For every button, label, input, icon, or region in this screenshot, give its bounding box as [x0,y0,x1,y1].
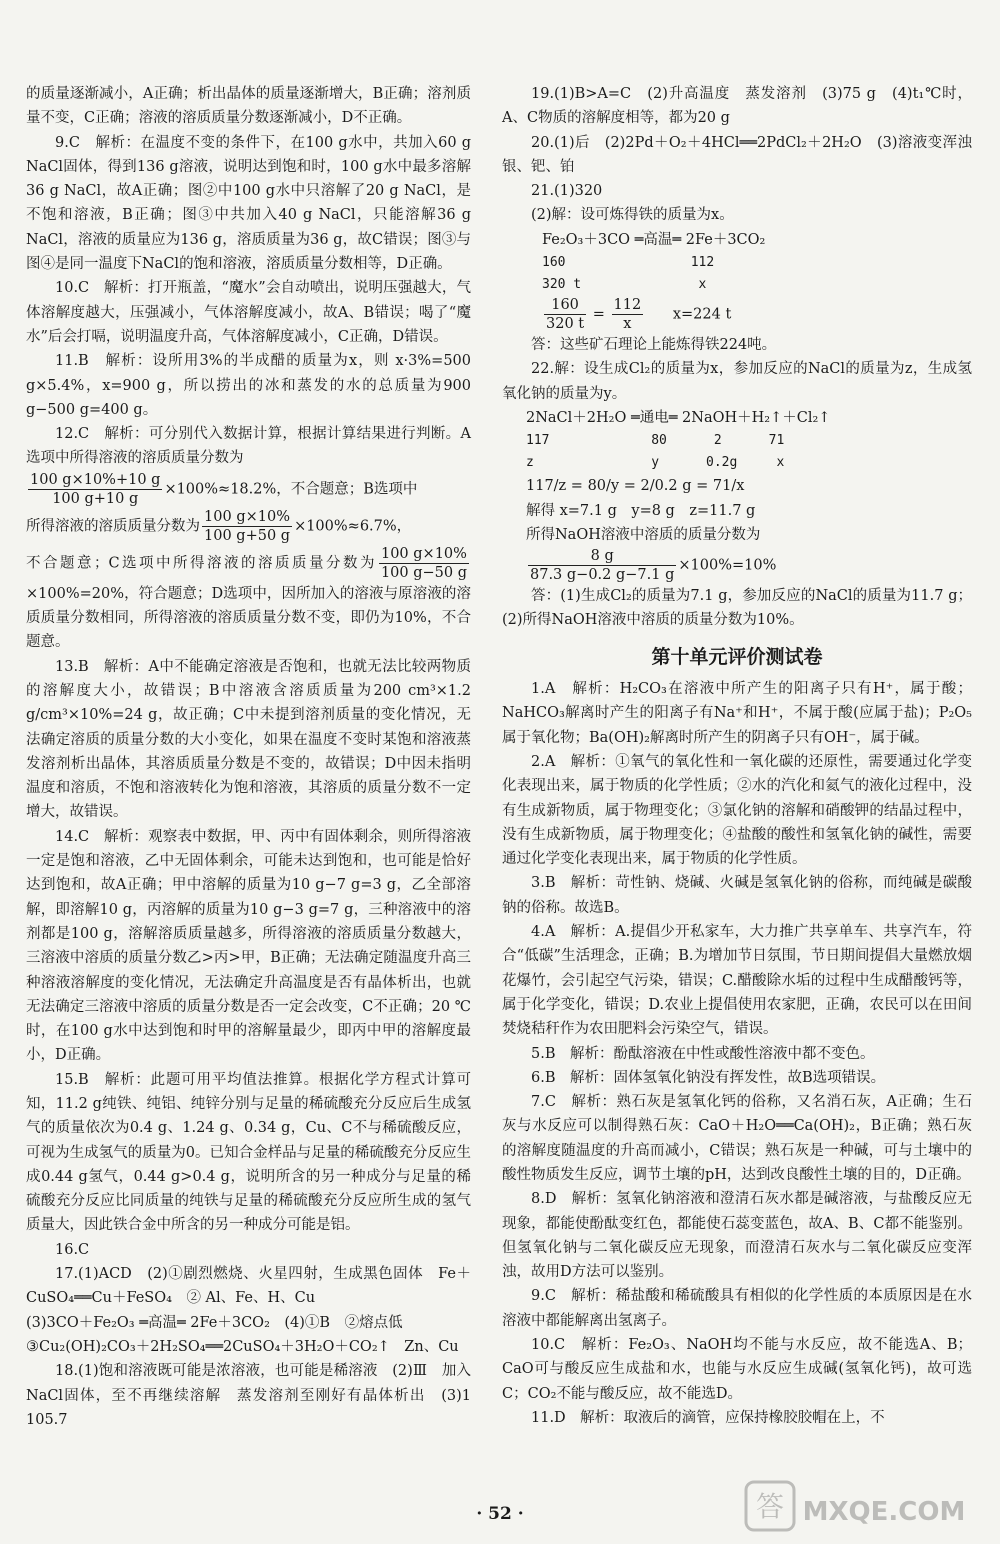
unit10-answer-3: 3.B 解析：苛性钠、烧碱、火碱是氢氧化钠的俗称，而纯碱是碳酸钠的俗称。故选B。 [502,875,972,916]
answer-12-calc: $\frac{100 g\times 10\%+10 g}{100 g+10 g}$ ×100%≈18.2%，不合题意；B选项中 [30,471,418,507]
answer-22: 22.解：设生成Cl₂的质量为x，参加反应的NaCl的质量为z，生成氢氧化钠的质量为y。 [502,361,972,402]
unit10-answer-8: 8.D 解析：氢氧化钠溶液和澄清石灰水都是碱溶液，与盐酸反应无现象，都能使酚酞变红色，都能使石蕊变蓝色，故A、B、C都不能鉴别。但氢氧化钠与二氧化碳反应无现象，而澄清石灰水与二氧化碳反应变浑浊，故用D方法可以鉴别。 [502,1191,972,1281]
equation-21-row1: 160 112 [542,255,715,271]
answer-12: 12.C 解析：可分别代入数据计算，根据计算结果进行判断。A选项中所得溶液的溶质质量分数为 [26,426,471,467]
answer-11: 11.B 解析：设所用3%的半成醋的质量为x，则 x·3%=500 g×5.4%，x=900 g，所以捞出的冰和蒸发的水的总质量为900 g−500 g=400 g。 [26,353,471,418]
equation-22-row1: 117 80 2 71 [526,433,785,449]
unit10-answer-7: 7.C 解析：熟石灰是氢氧化钙的俗称，又名消石灰，A正确；生石灰与水反应可以制得熟石灰：CaO＋H₂O══Ca(OH)₂，B正确；熟石灰的溶解度随温度的升高而减小，C错误；熟石灰是一种碱，可与土壤中的酸性物质发生反应，调节土壤的pH，达到改良酸性土壤的目的，D正确。 [502,1094,972,1183]
svg-text:答: 答 [755,1490,785,1523]
unit10-answer-11: 11.D 解析：取液后的滴管，应保持橡胶胶帽在上，不 [531,1409,885,1426]
equation-22-mass: 所得NaOH溶液中溶质的质量分数为 [526,526,761,543]
answer-21-conclusion: 答：这些矿石理论上能炼得铁224吨。 [531,337,777,354]
answer-18: 18.(1)饱和溶液既可能是浓溶液，也可能是稀溶液 (2)Ⅲ 加入NaCl固体，至不再继续溶解 蒸发溶剂至刚好有晶体析出 (3)1 105.7 [26,1363,471,1428]
answer-22-conclusion: 答：(1)生成Cl₂的质量为7.1 g，参加反应的NaCl的质量为11.7 g；(2)所得NaOH溶液中溶质的质量分数为10%。 [502,588,972,629]
fraction-b: $\frac{100 g\times 10\%}{100 g+50 g}$ [204,508,291,544]
equation-22-solution: 解得 x=7.1 g y=8 g z=11.7 g [526,502,756,519]
left-column [26,82,471,1432]
answer-16: 16.C [55,1241,90,1258]
equation-21: Fe₂O₃＋3CO ═高温═ 2Fe＋3CO₂ [542,231,766,248]
fraction-a: $\frac{100 g\times 10\%+10 g}{100 g+10 g}$ [30,471,161,507]
equation-22-row2: z y 0.2g x [526,455,785,471]
answer-17-part3b: ③Cu₂(OH)₂CO₃＋2H₂SO₄══2CuSO₄＋3H₂O＋CO₂↑ Zn、Cu [26,1338,459,1355]
para-continuation: 的质量逐渐减小，A正确；析出晶体的质量逐渐增大，B正确；溶剂质量不变，C正确；溶液的溶质质量分数逐渐减小，D不正确。 [26,86,471,127]
unit10-answer-4: 4.A 解析：A.提倡少开私家车，大力推广共享单车、共享汽车，符合“低碳”生活理念，正确；B.为增加节日氛围，节日期间提倡大量燃放烟花爆竹，会引起空气污染，错误；C.醋酸除水垢的过程中生成醋酸钙等，属于化学变化，错误；D.农业上提倡使用农家肥，正确，农民可以在田间焚烧秸秆作为农田肥料会污染空气，错误。 [502,924,972,1038]
unit10-answer-9: 9.C 解析：稀盐酸和稀硫酸具有相似的化学性质的本质原因是在水溶液中都能解离出氢离子。 [502,1288,972,1329]
equation-22-fraction: $\frac{8 g}{87.3 g-0.2 g-7.1 g}$ ×100%=10% [530,548,777,584]
answer-10: 10.C 解析：打开瓶盖，“魔水”会自动喷出，说明压强越大，气体溶解度越大，压强减小，气体溶解度减小，故A、B错误；喝了“魔水”后会打嗝，说明温度升高，气体溶解度减小，C正确，D错误。 [26,280,471,345]
equation-21-row2: 320 t x [542,277,707,293]
unit10-answer-6: 6.B 解析：固体氢氧化钠没有挥发性，故B选项错误。 [531,1069,886,1086]
equation-22: 2NaCl＋2H₂O ═通电═ 2NaOH＋H₂↑＋Cl₂↑ [526,409,831,426]
answer-9: 9.C 解析：在温度不变的条件下，在100 g水中，共加入60 g NaCl固体，得到136 g溶液，说明达到饱和时，100 g水中最多溶解36 g NaCl，故A正确；图②中100 g水中只溶解了20 g NaCl，是不饱和溶液，B正确；图③中共加入40 g NaCl，只能溶解36 g NaCl，溶液的质量应为136 g，溶质质量为36 g，故C错误；图③与图④是同一温度下NaCl的饱和溶液，溶质质量分数相等，D正确。 [26,134,471,273]
answer-13: 13.B 解析：A中不能确定溶液是否饱和，也就无法比较两物质的溶解度大小，故错误；B中溶液含溶质质量为200 cm³×1.2 g/cm³×10%=24 g，故正确；C中未提到溶剂质量的变化情况，无法确定溶质的质量分数的大小变化，如果在温度不变时某饱和溶液蒸发溶剂析出晶体，其溶质质量分数是不变的，故错误；D中因未指明温度和溶质，不饱和溶液转化为饱和溶液，其溶质的质量分数不一定增大，故错误。 [26,658,471,821]
right-column [502,82,987,1430]
watermark-logo [744,1478,974,1536]
answer-15: 15.B 解析：此题可用平均值法推算。根据化学方程式计算可知，11.2 g纯铁、纯铝、纯锌分别与足量的稀硫酸充分反应后生成氢气的质量依次为0.4 g、1.24 g、0.34 g，Cu、C不与稀硫酸反应，可视为生成氢气的质量为0。已知合金样品与足量的稀硫酸充分反应生成0.44 g氢气，0.44 g>0.4 g，说明所含的另一种成分与足量的稀硫酸充分反应比同质量的纯铁与足量的稀硫酸充分反应所生成的氢气质量大，因此铁合金中所含的另一种成分可能是铝。 [26,1071,471,1234]
answer-20: 20.(1)后 (2)2Pd＋O₂＋4HCl══2PdCl₂＋2H₂O (3)溶液变浑浊 银、钯、铂 [502,134,987,175]
page-number: · 52 · [476,1504,524,1524]
answer-12-calc-c: 不合题意；C选项中所得溶液的溶质质量分数为 $\frac{100 g\times 10\%}{100 g-50 g}$ ×100%=20%，符合题意；D选项中，因所加入的溶液与原溶液的溶质质量分数相同，所得溶液的溶质质量分数不变，即仍为10%，不合题意。 [26,545,471,651]
svg-text:MXQE.COM: MXQE.COM [802,1497,966,1527]
equation-21-ratio: $\frac{160}{320 t}$ = $\frac{112}{x}$ x=224 t [546,297,732,333]
answer-19: 19.(1)B>A=C (2)升高温度 蒸发溶剂 (3)75 g (4)t₁℃时，A、C物质的溶解度相等，都为20 g [502,86,972,127]
unit10-answer-5: 5.B 解析：酚酞溶液在中性或酸性溶液中都不变色。 [531,1045,875,1062]
answer-21-2: (2)解：设可炼得铁的质量为x。 [531,207,734,224]
equation-22-ratio: 117/z = 80/y = 2/0.2 g = 71/x [526,478,745,495]
answer-14: 14.C 解析：观察表中数据，甲、丙中有固体剩余，则所得溶液一定是饱和溶液，乙中无固体剩余，可能未达到饱和，也可能是恰好达到饱和，故A正确；甲中溶解的质量为10 g−7 g=3 g，乙全部溶解，即溶解10 g，丙溶解的质量为10 g−3 g=7 g，三种溶液中的溶剂都是100 g，溶解溶质质量越多，所得溶液的溶质质量分数越大，三溶液中溶质的质量分数乙>丙>甲，B正确；无法确定随温度升高三种溶液溶解度的变化情况，无法确定升高温度是否有晶体析出，也就无法确定三溶液中溶质的质量分数是否一定会改变，C不正确；20 ℃时，在100 g水中达到饱和时甲的溶解量最少，即丙中甲的溶解度最小，D正确。 [26,828,471,1064]
unit10-answer-10: 10.C 解析：Fe₂O₃、NaOH均不能与水反应，故不能选A、B；CaO可与酸反应生成盐和水，也能与水反应生成碱(氢氧化钙)，故可选C；CO₂不能与酸反应，故不能选D。 [502,1337,972,1402]
unit10-answer-1: 1.A 解析：H₂CO₃在溶液中所产生的阳离子只有H⁺，属于酸；NaHCO₃解离时产生的阳离子有Na⁺和H⁺，不属于酸(应属于盐)；P₂O₅属于氧化物；Ba(OH)₂解离时所产生的阴离子只有OH⁻，属于碱。 [502,681,972,746]
fraction-c: $\frac{100 g\times 10\%}{100 g-50 g}$ [380,545,467,581]
answer-21-1: 21.(1)320 [531,183,603,200]
answer-12-calc-b: 所得溶液的溶质质量分数为 $\frac{100 g\times 10\%}{100 g+50 g}$ ×100%≈6.7%， [26,508,412,544]
section-heading: 第十单元评价测试卷 [651,645,823,668]
unit10-answer-2: 2.A 解析：①氧气的氧化性和一氧化碳的还原性，需要通过化学变化表现出来，属于物质的化学性质；②水的汽化和氦气的液化过程中，没有生成新物质，属于物理变化；③氯化钠的溶解和硝酸钾的结晶过程中，没有生成新物质，属于物理变化；④盐酸的酸性和氢氧化钠的碱性，需要通过化学变化表现出来，属于物质的化学性质。 [502,753,972,868]
answer-17: 17.(1)ACD (2)①剧烈燃烧、火星四射，生成黑色固体 Fe＋CuSO₄══Cu＋FeSO₄ ② Al、Fe、H、Cu [26,1266,471,1307]
answer-17-part3: (3)3CO＋Fe₂O₃ ═高温═ 2Fe＋3CO₂ (4)①B ②熔点低 [26,1314,403,1331]
